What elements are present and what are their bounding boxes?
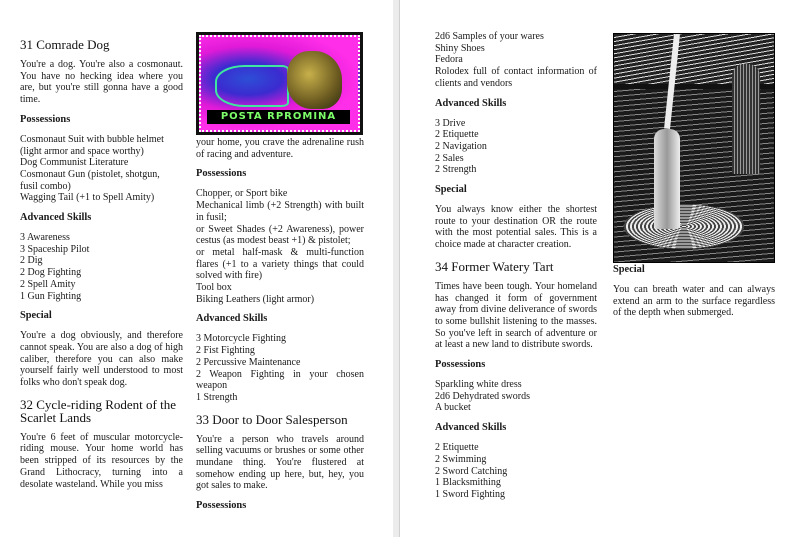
entry-32-skills-list [196,333,364,403]
list-item: Biking Leathers (light armor) [196,293,315,305]
list-item: 2 Sales [435,152,464,164]
list-item: 2 Spell Amity [20,278,76,290]
list-item: 2 Sword Catching [435,465,508,477]
list-item: 2 Weapon Fighting in your chosen weapon [196,368,364,392]
list-item: 3 Motorcycle Fighting [196,333,286,345]
list-item: 2 Swimming [435,453,487,465]
entry-31-intro: You're a dog. You're also a cosmonaut. You have no hecking idea where you are, but you're still gonna have a good time. [20,59,183,106]
entry-32-title: 32 Cycle-riding Rodent of the Scarlet Lands [20,396,176,425]
entry-33-skills-list [435,118,597,177]
list-item: Cosmonaut Suit with bubble helmet [20,133,164,145]
list-item: 2 Navigation [435,140,487,152]
entry-34-title: 34 Former Watery Tart [435,258,554,274]
entry-32-possessions-list [196,188,364,305]
list-item: Wagging Tail (+1 to Spell Amity) [20,192,155,204]
entry-32-skills-heading: Advanced Skills [196,313,268,325]
list-item: Rolodex full of contact information of clients and vendors [435,66,597,89]
entry-33-possessions-list [435,31,597,90]
list-item: Sparkling white dress [435,379,522,391]
entry-31-possessions-heading: Possessions [20,113,71,125]
entry-32-intro-continued: your home, you crave the adrenaline rush of racing and adventure. [196,137,364,160]
entry-34-intro: Times have been tough. Your homeland has changed it form of government away from divine deliverance of swords to some bullshit listening to the masses. So you've left in search of adventure or at least a new land to distribute swords. [435,280,597,351]
list-item: Fedora [435,54,463,66]
entry-31-skills-list [20,232,183,302]
list-item: 3 Awareness [20,232,70,244]
list-item: Dog Communist Literature [20,157,129,169]
stamp-caption: POSTA RPROMINA [207,110,350,124]
entry-31-special-text: You're a dog obviously, and therefore cannot speak. You are also a dog of high caliber, therefore you can also make yourself fairly well understood to most folks who don't speak dog. [20,330,183,389]
list-item: A bucket [435,402,471,414]
list-item: Chopper, or Sport bike [196,188,288,200]
entry-34-skills-list [435,442,597,501]
list-item: 1 Gun Fighting [20,290,82,302]
entry-32-possessions-heading: Possessions [196,168,247,180]
page-gutter [393,0,400,537]
list-item: 2d6 Samples of your wares [435,31,544,42]
list-item: 1 Sword Fighting [435,488,506,500]
list-item: fusil combo) [20,180,71,192]
list-item: 2 Dig [20,255,43,267]
list-item: 2d6 Dehydrated swords [435,390,530,402]
entry-34-possessions-heading: Possessions [435,359,486,371]
list-item: 2 Percussive Maintenance [196,356,301,368]
list-item: 2 Fist Fighting [196,345,255,357]
left-page-column-2 [196,0,364,520]
entry-33-skills-heading: Advanced Skills [435,97,507,109]
list-item: 1 Blacksmithing [435,477,501,489]
right-page-column-1 [435,0,597,501]
list-item: Tool box [196,282,232,294]
list-item: Cosmonaut Gun (pistolet, shotgun, [20,168,160,180]
list-item: Mechanical limb (+2 Strength) with built in fusil; [196,200,364,223]
entry-33-special-text: You always know either the shortest route to your destination OR the route with the most potential sales. This is a choice made at character creation. [435,204,597,251]
entry-34-special-text: You can breath water and can always extend an arm to the surface regardless of the depth when submerged. [613,284,775,319]
list-item: 3 Spaceship Pilot [20,243,90,255]
entry-34-skills-heading: Advanced Skills [435,422,507,434]
entry-33-possessions-heading: Possessions [196,500,247,512]
entry-34-special-heading: Special [613,264,645,275]
entry-31-special-heading: Special [20,310,52,322]
list-item: Shiny Shoes [435,42,485,54]
list-item: (light armor and space worthy) [20,145,144,157]
left-page-column-1 [20,0,183,490]
entry-33-special-heading: Special [435,184,467,196]
list-item: 2 Dog Fighting [20,267,82,279]
list-item: or metal half-mask & multi-function flares (+1 to a variety things that could solved with fire) [196,246,364,282]
list-item: or Sweet Shades (+2 Awareness), power cestus (as modest beast +1) & pistolet; [196,223,364,247]
left-page [0,0,393,537]
list-item: 2 Strength [435,164,477,176]
entry-31-title: 31 Comrade Dog [20,37,110,52]
entry-33-intro: You're a person who travels around selling vacuums or brushes or some other mundane thing. You're flustered at somehow ending up here, but, hey, you got sales to make. [196,433,364,492]
list-item: 2 Etiquette [435,442,479,454]
entry-31-skills-heading: Advanced Skills [20,212,92,224]
list-item: 1 Strength [196,391,238,403]
list-item: 3 Drive [435,117,466,129]
entry-32-intro: You're 6 feet of muscular motorcycle-riding mouse. Your home world has been stripped of its resources by the Grand Lithocracy, turning into a desolate wasteland. While you miss [20,431,183,490]
list-item: 2 Etiquette [435,129,479,141]
entry-34-possessions-list [435,379,597,414]
right-page-column-2 [613,0,775,319]
entry-33-title: 33 Door to Door Salesperson [196,411,348,427]
entry-31-possessions-list [20,134,183,204]
